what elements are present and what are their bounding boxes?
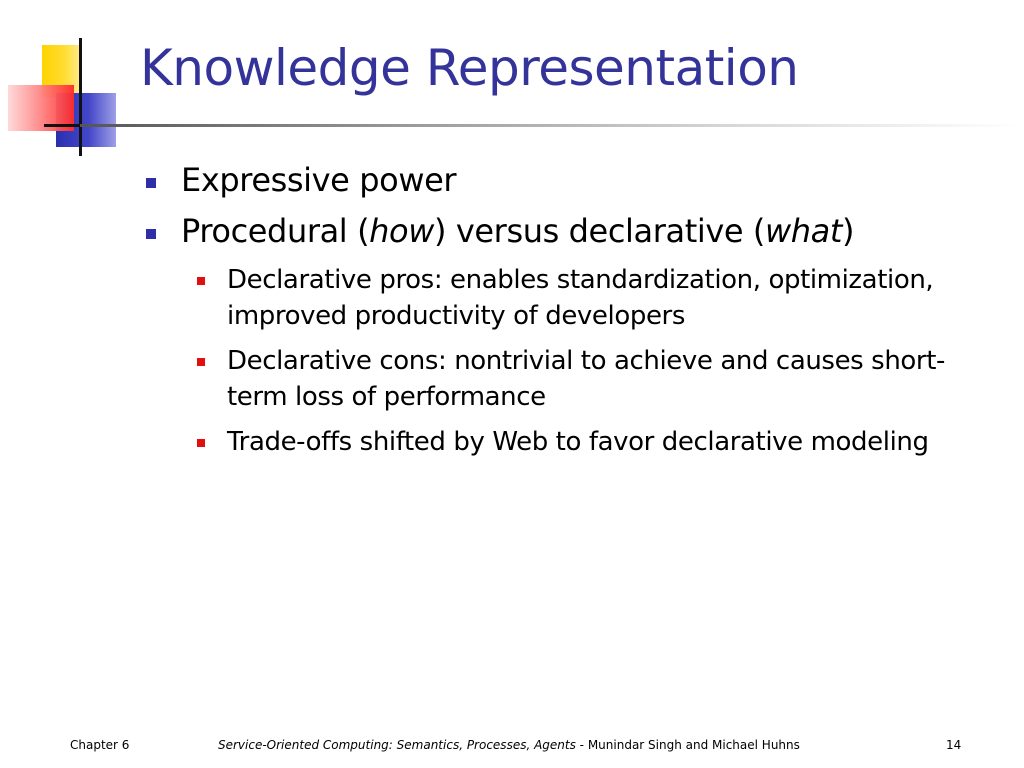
- sub-bullet-item-declarative-cons: [193, 343, 1003, 415]
- bullet-item-procedural-vs-declarative: [143, 211, 1003, 251]
- slide-footer: [0, 736, 1024, 756]
- bullet-list: [143, 160, 1003, 469]
- slide-logo-icon: [0, 0, 140, 160]
- slide-title: Knowledge Representation: [140, 39, 799, 97]
- bullet-text-segment: Procedural (: [181, 212, 370, 250]
- sub-bullet-item-declarative-pros: [193, 262, 1003, 334]
- bullet-text-emphasis-how: how: [369, 212, 434, 250]
- footer-book-title: Service-Oriented Computing: Semantics, Processes, Agents: [218, 738, 576, 752]
- title-divider: [80, 124, 1020, 127]
- bullet-text-segment: ) versus declarative (: [434, 212, 766, 250]
- sub-bullet-square-icon: [197, 358, 205, 366]
- sub-bullet-text: Declarative cons: nontrivial to achieve and causes short-term loss of performance: [227, 346, 945, 412]
- sub-bullet-text: Trade-offs shifted by Web to favor declarative modeling: [227, 427, 929, 457]
- bullet-square-icon: [146, 178, 156, 188]
- logo-vertical-line: [79, 38, 82, 156]
- bullet-square-icon: [146, 229, 156, 239]
- bullet-item-expressive-power: [143, 160, 1003, 200]
- footer-chapter: Chapter 6: [70, 738, 130, 752]
- bullet-text-segment: ): [842, 212, 855, 250]
- sub-bullet-square-icon: [197, 277, 205, 285]
- footer-authors: - Munindar Singh and Michael Huhns: [575, 738, 800, 752]
- sub-bullet-square-icon: [197, 439, 205, 447]
- footer-citation: [218, 738, 800, 752]
- bullet-text-emphasis-what: what: [765, 212, 843, 250]
- sub-bullet-text: Declarative pros: enables standardization, optimization, improved productivity of developers: [227, 265, 934, 331]
- bullet-text: Expressive power: [181, 161, 457, 199]
- footer-page-number: 14: [946, 738, 962, 752]
- bullet-text: [181, 212, 854, 250]
- sub-bullet-item-trade-offs: [193, 424, 1003, 460]
